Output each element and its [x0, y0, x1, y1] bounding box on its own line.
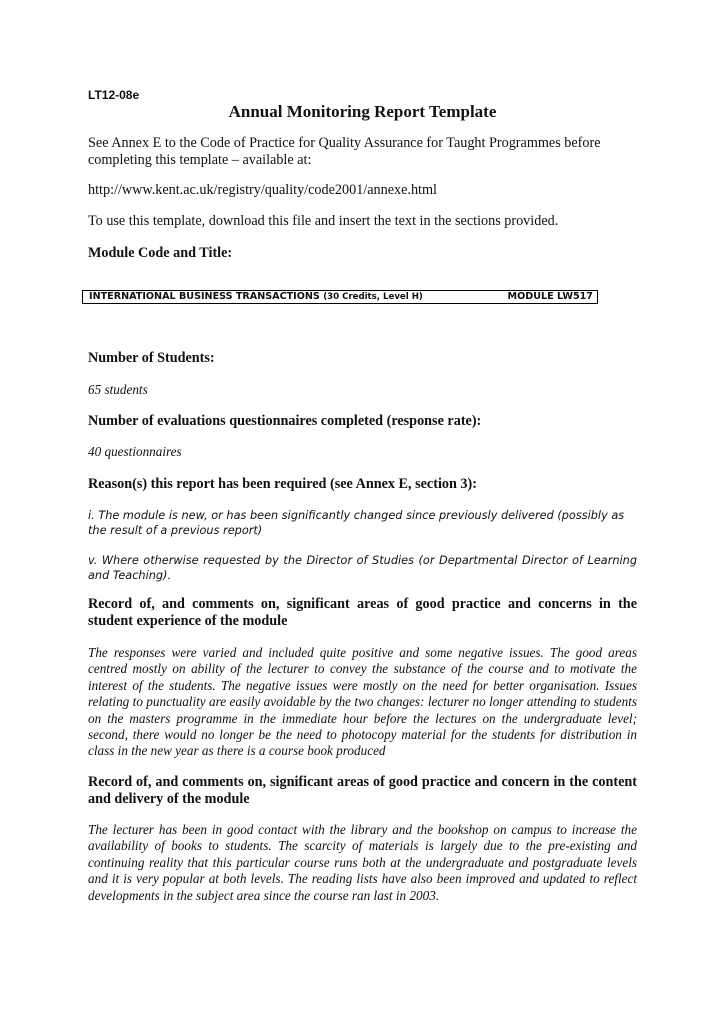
reasons-heading: Reason(s) this report has been required (see Annex E, section 3):	[88, 476, 477, 492]
student-experience-text: The responses were varied and included quite positive and some negative issues. The good areas centred mostly on ability of the lecturer to convey the substance of the course and to motivate the interest of the students. The negative issues were mostly on the need for better organisation. Issues relating to punctuality are easily avoidable by the two changes: lecturer no longer attending to students on the masters programme in the immediate hour before the lectures on the undergraduate level; second, there would no longer be the need to photocopy material for the students for distribution in class in the new year as there is a course book produced	[88, 645, 637, 759]
module-code-heading: Module Code and Title:	[88, 245, 233, 261]
content-delivery-heading: Record of, and comments on, significant areas of good practice and concern in the content and delivery of the module	[88, 774, 637, 807]
content-delivery-text: The lecturer has been in good contact with the library and the bookshop on campus to increase the availability of books to students. The scarcity of materials is largely due to the pre-existing and continuing reality that this particular course runs both at the undergraduate and postgraduate levels and it is very popular at both levels. The reading lists have also been improved and updated to reflect developments in the subject area since the course ran last in 2003.	[88, 822, 637, 903]
document-reference: LT12-08e	[88, 88, 140, 102]
reason-item-2: v. Where otherwise requested by the Director of Studies (or Departmental Director of Learning and Teaching).	[88, 554, 637, 582]
module-title-box	[82, 290, 598, 304]
reason-item-1: i. The module is new, or has been significantly changed since previously delivered (possibly as the result of a previous report)	[88, 509, 625, 537]
annex-url: http://www.kent.ac.uk/registry/quality/code2001/annexe.html	[88, 182, 437, 198]
questionnaires-heading: Number of evaluations questionnaires completed (response rate):	[88, 413, 482, 429]
student-experience-heading: Record of, and comments on, significant areas of good practice and concerns in the student experience of the module	[88, 596, 637, 629]
instructions-paragraph: To use this template, download this file and insert the text in the sections provided.	[88, 213, 559, 229]
students-heading: Number of Students:	[88, 350, 215, 366]
students-value: 65 students	[88, 382, 148, 397]
module-title-line	[89, 291, 423, 303]
questionnaires-value: 40 questionnaires	[88, 444, 182, 459]
intro-paragraph: See Annex E to the Code of Practice for Quality Assurance for Taught Programmes before completing this template – available at:	[88, 135, 601, 168]
page-title: Annual Monitoring Report Template	[228, 102, 497, 121]
module-code: MODULE LW517	[507, 291, 593, 302]
module-credits: (30 Credits, Level H)	[323, 292, 423, 302]
module-title: INTERNATIONAL BUSINESS TRANSACTIONS	[89, 291, 320, 302]
